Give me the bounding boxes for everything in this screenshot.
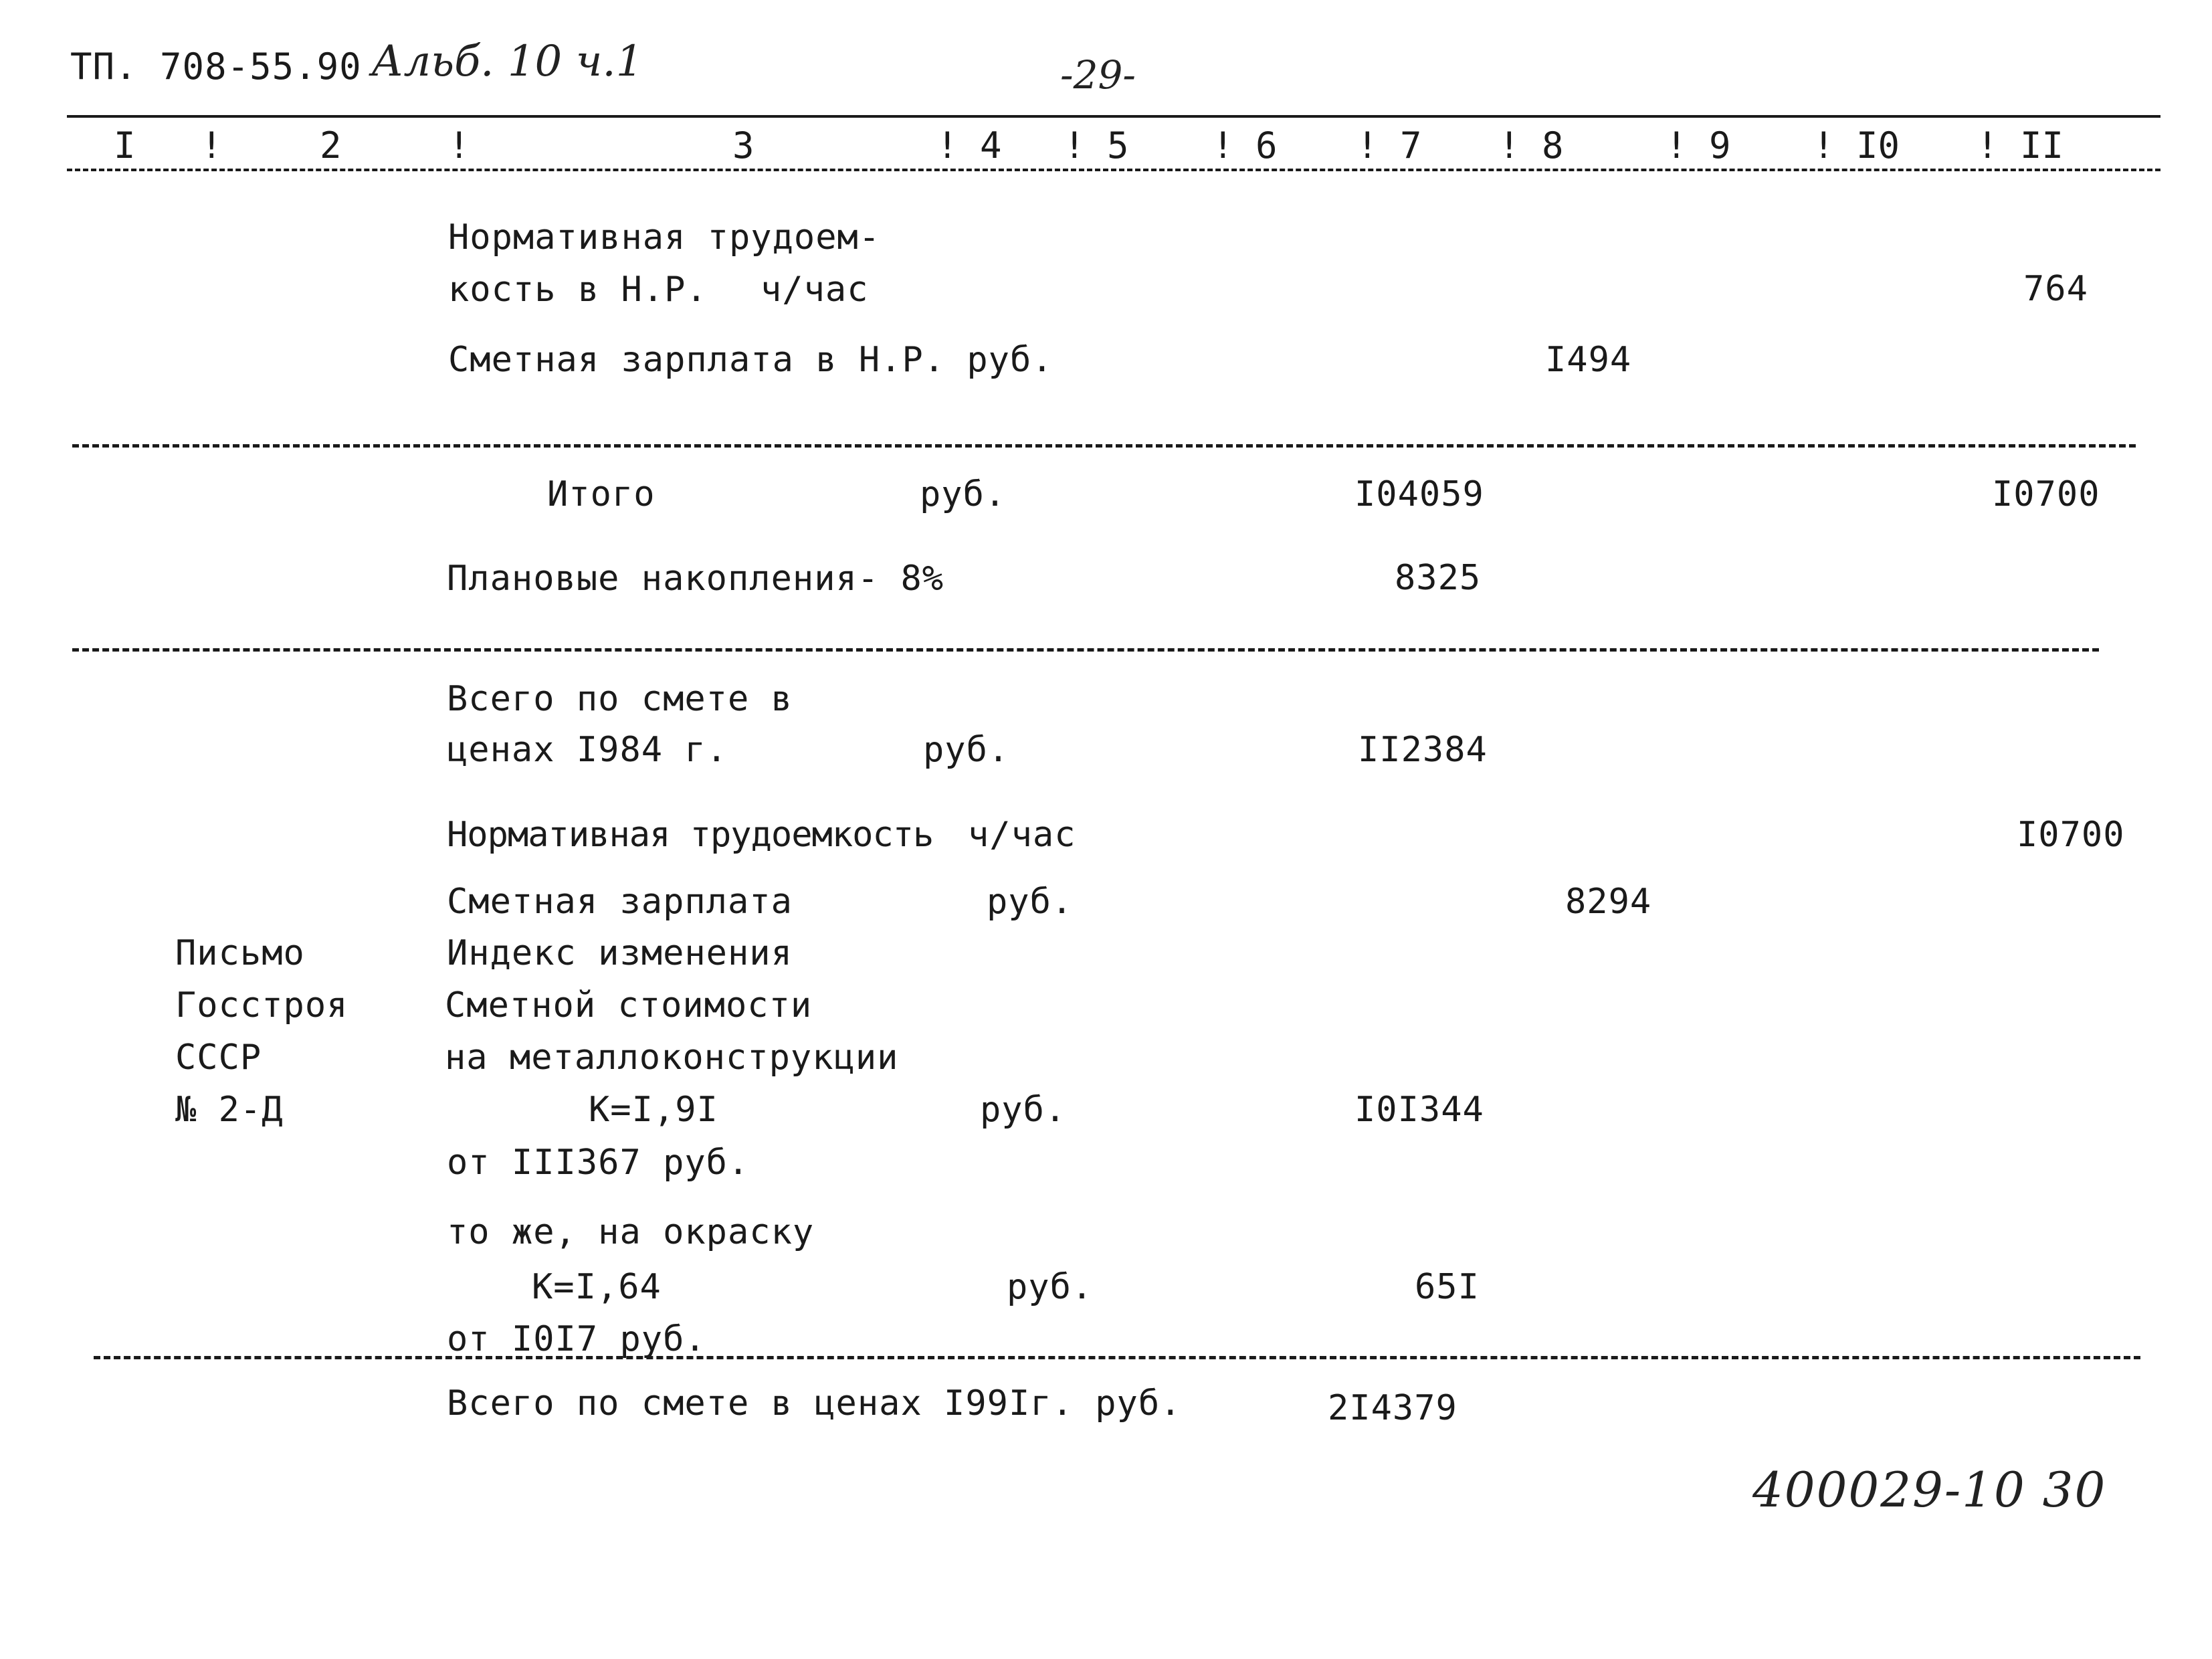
planned-savings-value-col7: 8325 xyxy=(1395,558,1482,598)
header-top-rule xyxy=(67,115,2160,118)
labor-value-col11: I0700 xyxy=(2017,815,2125,855)
wage-unit: руб. xyxy=(987,882,1074,922)
total-1991-value-col7: 2I4379 xyxy=(1328,1388,1457,1428)
paint-coefficient: К=I,64 xyxy=(532,1267,662,1307)
archive-stamp: 400029-10 30 xyxy=(1752,1462,2107,1518)
total-value-col11: I0700 xyxy=(1992,474,2100,514)
column-header-3: 3 xyxy=(732,124,755,167)
index-label-line1: Индекс изменения xyxy=(447,933,793,973)
index-label-line3: на металлоконструкции xyxy=(445,1038,899,1078)
album-note: Альб. 10 ч.1 xyxy=(371,37,643,86)
total-1984-label-line2: ценах I984 г. xyxy=(447,730,728,770)
column-header-1: I xyxy=(114,124,136,167)
index-value-col7: I0I344 xyxy=(1354,1090,1484,1130)
index-label-line2: Сметной стоимости xyxy=(445,985,813,1026)
column-header-5: ! 5 xyxy=(1064,124,1129,167)
labor-label: Нормативная трудоемкость xyxy=(447,815,934,855)
paint-unit: руб. xyxy=(1007,1267,1094,1307)
column-header-11: ! II xyxy=(1977,124,2064,167)
labor-nr-value-col11: 764 xyxy=(2023,269,2088,309)
wage-nr-label: Сметная зарплата в Н.Р. руб. xyxy=(448,340,1053,380)
index-base-amount: от III367 руб. xyxy=(447,1143,750,1183)
column-header-7: ! 7 xyxy=(1356,124,1422,167)
total-1984-value-col7: II2384 xyxy=(1358,730,1488,770)
paint-label: то же, на окраску xyxy=(447,1212,815,1252)
total-1984-unit: руб. xyxy=(923,730,1010,770)
column-header-6: ! 6 xyxy=(1212,124,1278,167)
column-header-4: ! 4 xyxy=(936,124,1002,167)
column-header-10: ! I0 xyxy=(1813,124,1900,167)
total-value-col7: I04059 xyxy=(1354,474,1484,514)
labor-unit: ч/час xyxy=(968,815,1076,855)
planned-savings-label: Плановые накопления- 8% xyxy=(447,559,944,599)
wage-nr-value-col8: I494 xyxy=(1545,340,1632,380)
section-divider-2 xyxy=(72,648,2099,652)
column-separator: ! xyxy=(448,124,470,167)
document-code: ТП. 708-55.90 xyxy=(70,45,362,88)
labor-nr-unit: ч/час xyxy=(761,270,869,310)
letter-reference-line3: СССР xyxy=(175,1038,262,1078)
paint-value-col7: 65I xyxy=(1415,1267,1480,1307)
letter-reference-line2: Госстроя xyxy=(175,985,348,1026)
total-1984-label-line1: Всего по смете в xyxy=(447,679,793,719)
column-header-9: ! 9 xyxy=(1666,124,1731,167)
wage-value-col8: 8294 xyxy=(1565,882,1652,922)
section-divider-3 xyxy=(94,1356,2140,1359)
column-header-2: 2 xyxy=(320,124,342,167)
section-divider-1 xyxy=(72,444,2136,448)
paint-base-amount: от I0I7 руб. xyxy=(447,1319,706,1359)
total-label: Итого xyxy=(547,474,656,514)
page-number: -29- xyxy=(1060,52,1136,98)
labor-nr-label-line2: кость в Н.Р. xyxy=(448,270,708,310)
index-coefficient: К=I,9I xyxy=(589,1090,718,1130)
column-header-8: ! 8 xyxy=(1498,124,1564,167)
index-unit: руб. xyxy=(980,1090,1067,1130)
wage-label: Сметная зарплата xyxy=(447,882,793,922)
letter-reference-line4: № 2-Д xyxy=(175,1090,284,1130)
total-1991-label: Всего по смете в ценах I99Iг. руб. xyxy=(447,1383,1182,1424)
labor-nr-label-line1: Нормативная трудоем- xyxy=(448,217,881,258)
column-separator: ! xyxy=(201,124,223,167)
header-bottom-rule xyxy=(67,169,2160,171)
letter-reference-line1: Письмо xyxy=(175,933,305,973)
total-unit: руб. xyxy=(920,474,1007,514)
